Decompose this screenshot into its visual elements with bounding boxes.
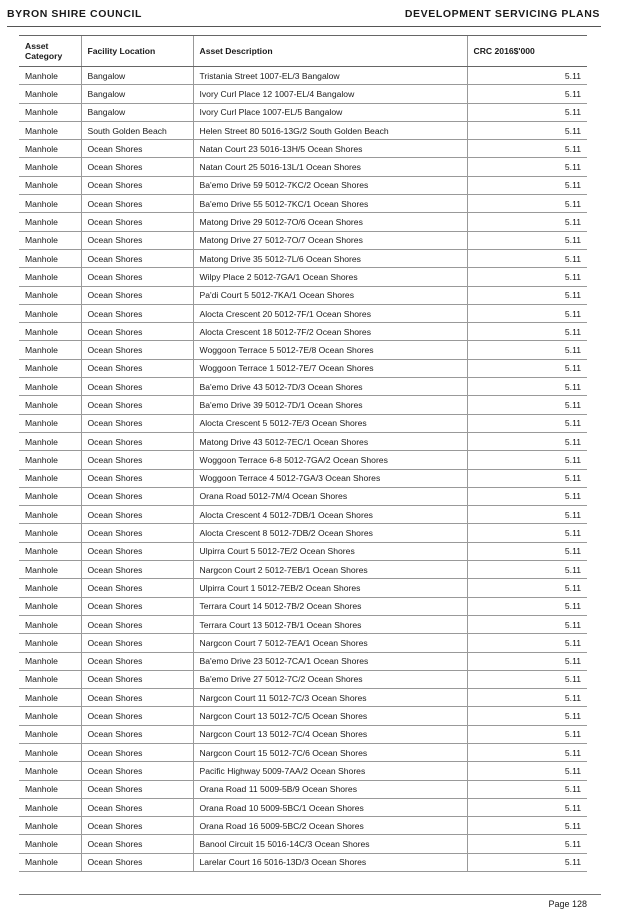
crc-value-cell: 5.11 <box>467 615 587 633</box>
table-row <box>19 542 587 560</box>
asset-description-cell: Larelar Court 16 5016-13D/3 Ocean Shores <box>193 853 467 871</box>
crc-value-cell: 5.11 <box>467 304 587 322</box>
asset-category-cell: Manhole <box>19 176 81 194</box>
table-row <box>19 780 587 798</box>
facility-location-cell: Ocean Shores <box>81 231 193 249</box>
asset-category-cell: Manhole <box>19 597 81 615</box>
crc-value-cell: 5.11 <box>467 195 587 213</box>
table-row <box>19 359 587 377</box>
table-row <box>19 396 587 414</box>
crc-value-cell: 5.11 <box>467 158 587 176</box>
table-row <box>19 323 587 341</box>
header-divider <box>7 26 601 27</box>
table-row <box>19 67 587 85</box>
crc-value-cell: 5.11 <box>467 176 587 194</box>
facility-location-cell: Ocean Shores <box>81 414 193 432</box>
crc-value-cell: 5.11 <box>467 670 587 688</box>
facility-location-cell: Ocean Shores <box>81 140 193 158</box>
asset-description-cell: Pa'di Court 5 5012-7KA/1 Ocean Shores <box>193 286 467 304</box>
column-header-asset-description: Asset Description <box>193 36 467 67</box>
asset-category-cell: Manhole <box>19 561 81 579</box>
table-row <box>19 432 587 450</box>
facility-location-cell: Ocean Shores <box>81 469 193 487</box>
facility-location-cell: Bangalow <box>81 67 193 85</box>
crc-value-cell: 5.11 <box>467 396 587 414</box>
asset-category-cell: Manhole <box>19 542 81 560</box>
asset-category-cell: Manhole <box>19 798 81 816</box>
facility-location-cell: Bangalow <box>81 85 193 103</box>
table-row <box>19 725 587 743</box>
crc-value-cell: 5.11 <box>467 323 587 341</box>
asset-description-cell: Ba'emo Drive 43 5012-7D/3 Ocean Shores <box>193 378 467 396</box>
asset-category-cell: Manhole <box>19 195 81 213</box>
document-title: DEVELOPMENT SERVICING PLANS <box>404 8 600 20</box>
asset-description-cell: Terrara Court 14 5012-7B/2 Ocean Shores <box>193 597 467 615</box>
asset-category-cell: Manhole <box>19 524 81 542</box>
asset-description-cell: Wilpy Place 2 5012-7GA/1 Ocean Shores <box>193 268 467 286</box>
facility-location-cell: Ocean Shores <box>81 762 193 780</box>
asset-category-cell: Manhole <box>19 213 81 231</box>
asset-description-cell: Woggoon Terrace 5 5012-7E/8 Ocean Shores <box>193 341 467 359</box>
asset-description-cell: Ba'emo Drive 59 5012-7KC/2 Ocean Shores <box>193 176 467 194</box>
facility-location-cell: Ocean Shores <box>81 670 193 688</box>
crc-value-cell: 5.11 <box>467 542 587 560</box>
crc-value-cell: 5.11 <box>467 213 587 231</box>
asset-description-cell: Orana Road 5012-7M/4 Ocean Shores <box>193 487 467 505</box>
crc-value-cell: 5.11 <box>467 798 587 816</box>
asset-category-cell: Manhole <box>19 506 81 524</box>
crc-value-cell: 5.11 <box>467 414 587 432</box>
asset-category-cell: Manhole <box>19 304 81 322</box>
asset-description-cell: Ivory Curl Place 1007-EL/5 Bangalow <box>193 103 467 121</box>
asset-description-cell: Ba'emo Drive 23 5012-7CA/1 Ocean Shores <box>193 652 467 670</box>
crc-value-cell: 5.11 <box>467 762 587 780</box>
facility-location-cell: Ocean Shores <box>81 579 193 597</box>
table-row <box>19 707 587 725</box>
facility-location-cell: Ocean Shores <box>81 249 193 267</box>
facility-location-cell: Ocean Shores <box>81 561 193 579</box>
asset-description-cell: Ba'emo Drive 55 5012-7KC/1 Ocean Shores <box>193 195 467 213</box>
asset-description-cell: Alocta Crescent 8 5012-7DB/2 Ocean Shores <box>193 524 467 542</box>
facility-location-cell: Ocean Shores <box>81 835 193 853</box>
facility-location-cell: Ocean Shores <box>81 725 193 743</box>
asset-description-cell: Nargcon Court 13 5012-7C/4 Ocean Shores <box>193 725 467 743</box>
asset-description-cell: Orana Road 16 5009-5BC/2 Ocean Shores <box>193 817 467 835</box>
table-row <box>19 853 587 871</box>
crc-value-cell: 5.11 <box>467 231 587 249</box>
asset-category-cell: Manhole <box>19 762 81 780</box>
asset-category-cell: Manhole <box>19 743 81 761</box>
table-row <box>19 414 587 432</box>
asset-description-cell: Matong Drive 35 5012-7L/6 Ocean Shores <box>193 249 467 267</box>
asset-description-cell: Natan Court 23 5016-13H/5 Ocean Shores <box>193 140 467 158</box>
crc-value-cell: 5.11 <box>467 597 587 615</box>
facility-location-cell: Ocean Shores <box>81 542 193 560</box>
asset-description-cell: Natan Court 25 5016-13L/1 Ocean Shores <box>193 158 467 176</box>
asset-description-cell: Ba'emo Drive 39 5012-7D/1 Ocean Shores <box>193 396 467 414</box>
asset-category-cell: Manhole <box>19 158 81 176</box>
crc-value-cell: 5.11 <box>467 725 587 743</box>
facility-location-cell: Ocean Shores <box>81 524 193 542</box>
crc-value-cell: 5.11 <box>467 634 587 652</box>
asset-description-cell: Tristania Street 1007-EL/3 Bangalow <box>193 67 467 85</box>
asset-category-cell: Manhole <box>19 707 81 725</box>
crc-value-cell: 5.11 <box>467 487 587 505</box>
facility-location-cell: Ocean Shores <box>81 432 193 450</box>
crc-value-cell: 5.11 <box>467 249 587 267</box>
crc-value-cell: 5.11 <box>467 853 587 871</box>
asset-description-cell: Nargcon Court 13 5012-7C/5 Ocean Shores <box>193 707 467 725</box>
table-row <box>19 195 587 213</box>
crc-value-cell: 5.11 <box>467 743 587 761</box>
asset-category-cell: Manhole <box>19 103 81 121</box>
facility-location-cell: Ocean Shores <box>81 487 193 505</box>
table-row <box>19 597 587 615</box>
crc-value-cell: 5.11 <box>467 103 587 121</box>
table-row <box>19 121 587 139</box>
table-row <box>19 817 587 835</box>
asset-category-cell: Manhole <box>19 817 81 835</box>
page-number: Page 128 <box>548 899 587 909</box>
asset-description-cell: Nargcon Court 11 5012-7C/3 Ocean Shores <box>193 689 467 707</box>
asset-category-cell: Manhole <box>19 268 81 286</box>
asset-category-cell: Manhole <box>19 451 81 469</box>
asset-category-cell: Manhole <box>19 121 81 139</box>
table-row <box>19 341 587 359</box>
table-header-row <box>19 36 587 67</box>
asset-category-cell: Manhole <box>19 231 81 249</box>
table-row <box>19 213 587 231</box>
table-row <box>19 506 587 524</box>
crc-value-cell: 5.11 <box>467 835 587 853</box>
asset-description-cell: Pacific Highway 5009-7AA/2 Ocean Shores <box>193 762 467 780</box>
crc-value-cell: 5.11 <box>467 121 587 139</box>
crc-value-cell: 5.11 <box>467 286 587 304</box>
asset-description-cell: Terrara Court 13 5012-7B/1 Ocean Shores <box>193 615 467 633</box>
facility-location-cell: Ocean Shores <box>81 341 193 359</box>
crc-value-cell: 5.11 <box>467 268 587 286</box>
table-row <box>19 378 587 396</box>
facility-location-cell: Ocean Shores <box>81 652 193 670</box>
asset-description-cell: Nargcon Court 7 5012-7EA/1 Ocean Shores <box>193 634 467 652</box>
asset-description-cell: Ba'emo Drive 27 5012-7C/2 Ocean Shores <box>193 670 467 688</box>
facility-location-cell: Ocean Shores <box>81 304 193 322</box>
crc-value-cell: 5.11 <box>467 432 587 450</box>
asset-description-cell: Woggoon Terrace 6-8 5012-7GA/2 Ocean Shores <box>193 451 467 469</box>
facility-location-cell: Ocean Shores <box>81 506 193 524</box>
asset-description-cell: Ulpirra Court 1 5012-7EB/2 Ocean Shores <box>193 579 467 597</box>
table-row <box>19 304 587 322</box>
council-name: BYRON SHIRE COUNCIL <box>7 8 143 20</box>
column-header-asset-category: Asset Category <box>19 36 81 67</box>
facility-location-cell: Bangalow <box>81 103 193 121</box>
asset-category-cell: Manhole <box>19 725 81 743</box>
crc-value-cell: 5.11 <box>467 780 587 798</box>
asset-category-cell: Manhole <box>19 469 81 487</box>
asset-description-cell: Alocta Crescent 18 5012-7F/2 Ocean Shores <box>193 323 467 341</box>
asset-category-cell: Manhole <box>19 286 81 304</box>
facility-location-cell: Ocean Shores <box>81 707 193 725</box>
facility-location-cell: Ocean Shores <box>81 176 193 194</box>
table-row <box>19 176 587 194</box>
crc-value-cell: 5.11 <box>467 341 587 359</box>
table-row <box>19 835 587 853</box>
crc-value-cell: 5.11 <box>467 359 587 377</box>
facility-location-cell: Ocean Shores <box>81 286 193 304</box>
crc-value-cell: 5.11 <box>467 652 587 670</box>
asset-description-cell: Banool Circuit 15 5016-14C/3 Ocean Shores <box>193 835 467 853</box>
table-row <box>19 689 587 707</box>
table-row <box>19 561 587 579</box>
table-row <box>19 158 587 176</box>
facility-location-cell: South Golden Beach <box>81 121 193 139</box>
asset-description-cell: Woggoon Terrace 4 5012-7GA/3 Ocean Shores <box>193 469 467 487</box>
asset-category-cell: Manhole <box>19 249 81 267</box>
crc-value-cell: 5.11 <box>467 817 587 835</box>
crc-value-cell: 5.11 <box>467 140 587 158</box>
crc-value-cell: 5.11 <box>467 689 587 707</box>
column-header-crc: CRC 2016$'000 <box>467 36 587 67</box>
table-row <box>19 524 587 542</box>
crc-value-cell: 5.11 <box>467 378 587 396</box>
table-row <box>19 451 587 469</box>
asset-category-cell: Manhole <box>19 67 81 85</box>
asset-category-cell: Manhole <box>19 140 81 158</box>
facility-location-cell: Ocean Shores <box>81 378 193 396</box>
page-header <box>7 8 600 24</box>
asset-description-cell: Nargcon Court 2 5012-7EB/1 Ocean Shores <box>193 561 467 579</box>
crc-value-cell: 5.11 <box>467 579 587 597</box>
table-row <box>19 231 587 249</box>
crc-value-cell: 5.11 <box>467 85 587 103</box>
table-row <box>19 743 587 761</box>
asset-description-cell: Helen Street 80 5016-13G/2 South Golden Beach <box>193 121 467 139</box>
asset-category-cell: Manhole <box>19 323 81 341</box>
facility-location-cell: Ocean Shores <box>81 798 193 816</box>
asset-category-cell: Manhole <box>19 579 81 597</box>
table-row <box>19 85 587 103</box>
facility-location-cell: Ocean Shores <box>81 615 193 633</box>
crc-value-cell: 5.11 <box>467 561 587 579</box>
table-row <box>19 249 587 267</box>
table-row <box>19 652 587 670</box>
asset-category-cell: Manhole <box>19 378 81 396</box>
table-row <box>19 469 587 487</box>
asset-category-cell: Manhole <box>19 414 81 432</box>
table-row <box>19 762 587 780</box>
asset-table <box>19 35 587 872</box>
crc-value-cell: 5.11 <box>467 451 587 469</box>
asset-category-cell: Manhole <box>19 341 81 359</box>
facility-location-cell: Ocean Shores <box>81 634 193 652</box>
asset-description-cell: Alocta Crescent 5 5012-7E/3 Ocean Shores <box>193 414 467 432</box>
crc-value-cell: 5.11 <box>467 707 587 725</box>
asset-category-cell: Manhole <box>19 487 81 505</box>
facility-location-cell: Ocean Shores <box>81 451 193 469</box>
asset-description-cell: Ivory Curl Place 12 1007-EL/4 Bangalow <box>193 85 467 103</box>
facility-location-cell: Ocean Shores <box>81 743 193 761</box>
asset-description-cell: Nargcon Court 15 5012-7C/6 Ocean Shores <box>193 743 467 761</box>
facility-location-cell: Ocean Shores <box>81 689 193 707</box>
facility-location-cell: Ocean Shores <box>81 359 193 377</box>
asset-category-cell: Manhole <box>19 835 81 853</box>
crc-value-cell: 5.11 <box>467 506 587 524</box>
asset-category-cell: Manhole <box>19 85 81 103</box>
table-row <box>19 286 587 304</box>
table-row <box>19 103 587 121</box>
facility-location-cell: Ocean Shores <box>81 158 193 176</box>
asset-description-cell: Alocta Crescent 4 5012-7DB/1 Ocean Shores <box>193 506 467 524</box>
facility-location-cell: Ocean Shores <box>81 323 193 341</box>
asset-description-cell: Matong Drive 29 5012-7O/6 Ocean Shores <box>193 213 467 231</box>
asset-description-cell: Matong Drive 27 5012-7O/7 Ocean Shores <box>193 231 467 249</box>
asset-category-cell: Manhole <box>19 652 81 670</box>
asset-category-cell: Manhole <box>19 396 81 414</box>
asset-category-cell: Manhole <box>19 780 81 798</box>
asset-category-cell: Manhole <box>19 634 81 652</box>
table-row <box>19 615 587 633</box>
table-row <box>19 670 587 688</box>
facility-location-cell: Ocean Shores <box>81 195 193 213</box>
table-row <box>19 579 587 597</box>
facility-location-cell: Ocean Shores <box>81 597 193 615</box>
asset-description-cell: Orana Road 10 5009-5BC/1 Ocean Shores <box>193 798 467 816</box>
asset-category-cell: Manhole <box>19 615 81 633</box>
column-header-facility-location: Facility Location <box>81 36 193 67</box>
facility-location-cell: Ocean Shores <box>81 780 193 798</box>
table-row <box>19 140 587 158</box>
facility-location-cell: Ocean Shores <box>81 853 193 871</box>
facility-location-cell: Ocean Shores <box>81 396 193 414</box>
facility-location-cell: Ocean Shores <box>81 213 193 231</box>
table-row <box>19 634 587 652</box>
table-row <box>19 268 587 286</box>
asset-category-cell: Manhole <box>19 853 81 871</box>
asset-category-cell: Manhole <box>19 432 81 450</box>
asset-description-cell: Woggoon Terrace 1 5012-7E/7 Ocean Shores <box>193 359 467 377</box>
table-row <box>19 798 587 816</box>
asset-category-cell: Manhole <box>19 670 81 688</box>
crc-value-cell: 5.11 <box>467 469 587 487</box>
facility-location-cell: Ocean Shores <box>81 817 193 835</box>
table-row <box>19 487 587 505</box>
table-body <box>19 67 587 872</box>
footer-divider <box>19 894 601 895</box>
asset-description-cell: Ulpirra Court 5 5012-7E/2 Ocean Shores <box>193 542 467 560</box>
crc-value-cell: 5.11 <box>467 524 587 542</box>
asset-category-cell: Manhole <box>19 689 81 707</box>
asset-description-cell: Alocta Crescent 20 5012-7F/1 Ocean Shores <box>193 304 467 322</box>
asset-description-cell: Matong Drive 43 5012-7EC/1 Ocean Shores <box>193 432 467 450</box>
crc-value-cell: 5.11 <box>467 67 587 85</box>
asset-description-cell: Orana Road 11 5009-5B/9 Ocean Shores <box>193 780 467 798</box>
asset-category-cell: Manhole <box>19 359 81 377</box>
facility-location-cell: Ocean Shores <box>81 268 193 286</box>
